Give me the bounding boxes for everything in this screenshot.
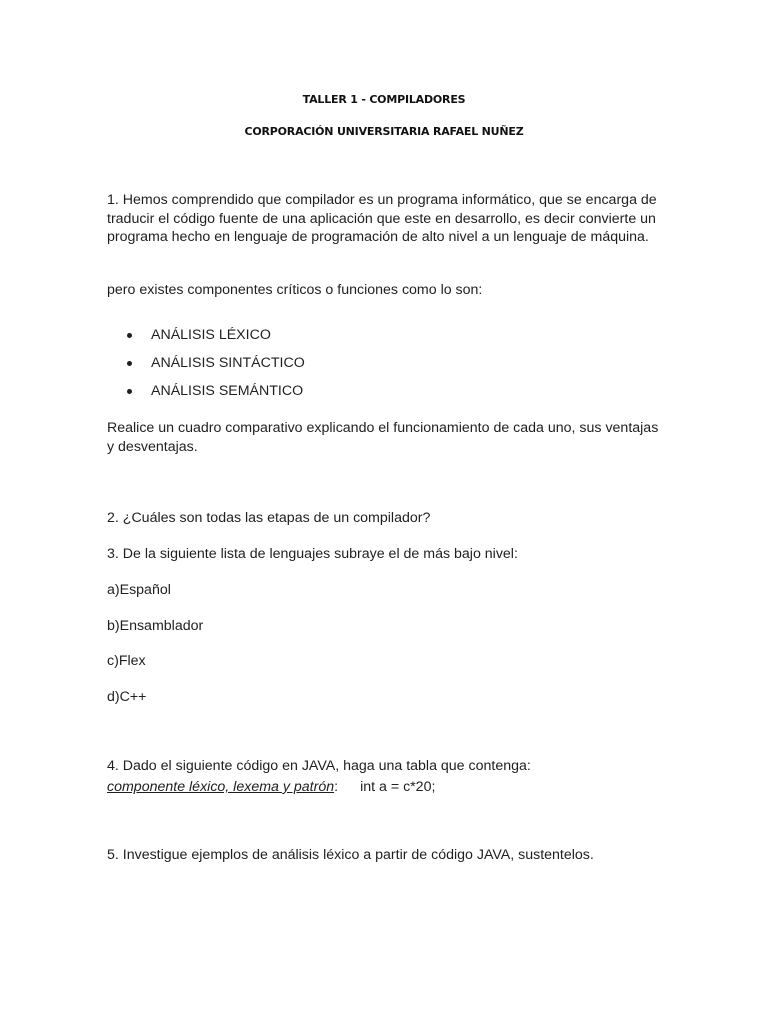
colon: : (334, 779, 339, 795)
question-2: 2. ¿Cuáles son todas las etapas de un compilador? (107, 510, 431, 526)
institution-name: CORPORACIÓN UNIVERSITARIA RAFAEL NUÑEZ (244, 125, 524, 138)
question-4: 4. Dado el siguiente código en JAVA, haga una tabla que contenga: (107, 758, 531, 774)
option-c: c)Flex (107, 653, 146, 669)
list-item-text: ANÁLISIS SINTÁCTICO (151, 355, 305, 371)
option-a: a)Español (107, 582, 171, 598)
question-1-lead: pero existes componentes críticos o funciones como lo son: (107, 282, 483, 298)
java-code-snippet: int a = c*20; (360, 779, 436, 795)
question-5: 5. Investigue ejemplos de análisis léxico a partir de código JAVA, sustentelos. (107, 847, 594, 863)
option-d: d)C++ (107, 689, 147, 705)
option-b: b)Ensamblador (107, 618, 204, 634)
question-4-detail (107, 778, 435, 796)
bullet-icon (127, 333, 132, 338)
question-1-task: Realice un cuadro comparativo explicando el funcionamiento de cada uno, sus ventajas y desventajas. (107, 420, 659, 455)
bullet-icon (127, 389, 132, 394)
list-item-text: ANÁLISIS LÉXICO (151, 327, 271, 343)
table-columns-emphasis: componente léxico, lexema y patrón (107, 779, 335, 795)
bullet-icon (127, 361, 132, 366)
question-3: 3. De la siguiente lista de lenguajes subraye el de más bajo nivel: (107, 546, 518, 562)
list-item-text: ANÁLISIS SEMÁNTICO (151, 383, 304, 399)
document-title: TALLER 1 - COMPILADORES (302, 93, 466, 106)
question-1-intro: 1. Hemos comprendido que compilador es un programa informático, que se encarga de traducir el código fuente de una aplicación que este en desarrollo, es decir convierte un programa hecho en lenguaje de programación de alto nivel a un lenguaje de máquina. (107, 192, 657, 245)
